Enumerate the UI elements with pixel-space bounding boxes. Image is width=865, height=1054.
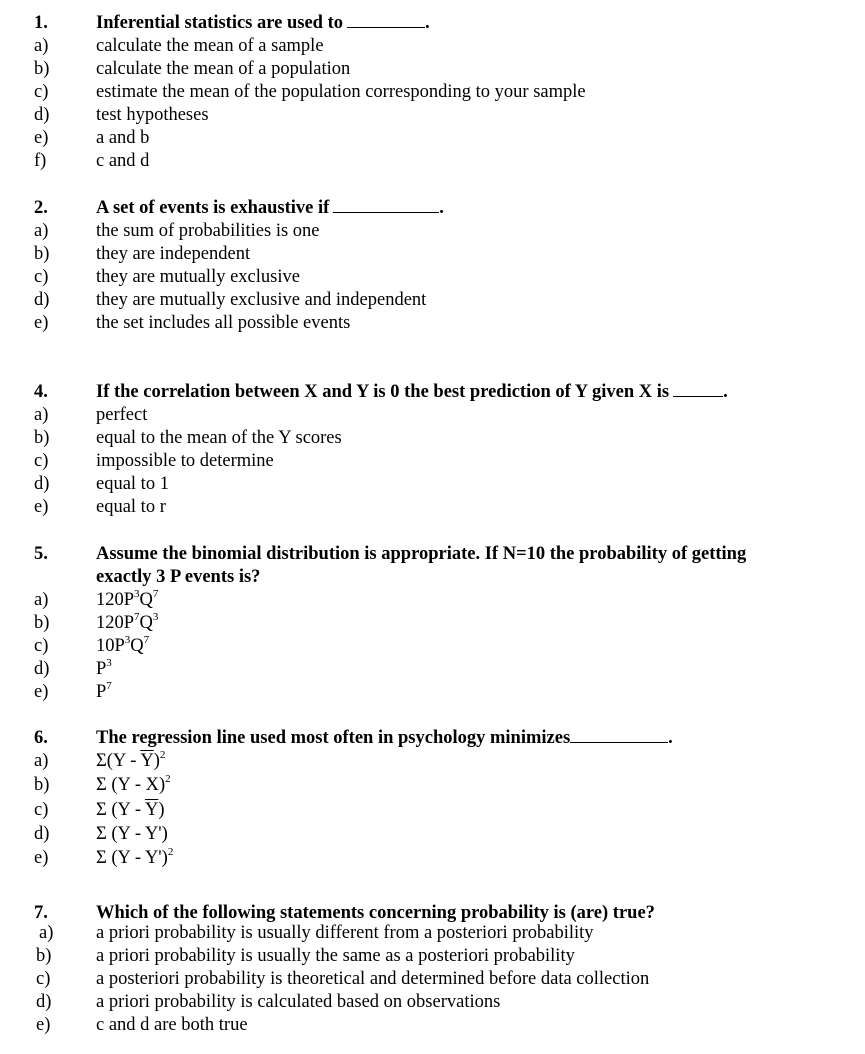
option-row xyxy=(0,127,865,150)
question-stem-text: The regression line used most often in psychology minimizes xyxy=(96,728,571,748)
option-row xyxy=(0,774,865,799)
question-stem-text: If the correlation between X and Y is 0 the best prediction of Y given X is xyxy=(96,382,670,402)
option-text: estimate the mean of the population corresponding to your sample xyxy=(96,82,586,102)
option-row xyxy=(0,991,865,1014)
question-number: 1. xyxy=(34,13,48,33)
option-label: b) xyxy=(36,946,52,966)
formula-exponent: 3 xyxy=(106,656,112,669)
question-stem: If the correlation between X and Y is 0 the best prediction of Y given X is . xyxy=(96,382,728,402)
formula-mean-bar: $\overline{Y}$ xyxy=(140,751,154,771)
question-number: 5. xyxy=(34,544,48,564)
option-label: e) xyxy=(34,128,49,148)
formula-coefficient: 120 xyxy=(96,590,124,610)
question-5-stem-row xyxy=(0,543,865,589)
option-label: b) xyxy=(34,613,50,633)
formula-text: Σ(Y - xyxy=(96,751,141,771)
question-2-stem-row xyxy=(0,197,865,220)
answer-blank xyxy=(347,13,425,28)
option-label: b) xyxy=(34,775,50,795)
option-label: c) xyxy=(34,636,49,656)
option-label: a) xyxy=(39,923,54,943)
question-4 xyxy=(0,381,865,519)
question-stem-line-1: Assume the binomial distribution is appropriate. If N=10 the probability of getting xyxy=(96,544,747,564)
formula-coefficient: 10 xyxy=(96,636,115,656)
option-label: c) xyxy=(34,451,49,471)
formula-text: Σ (Y - X) xyxy=(96,775,166,795)
option-row xyxy=(0,823,865,847)
option-row xyxy=(0,847,865,871)
question-4-stem-row xyxy=(0,381,865,404)
option-label: e) xyxy=(34,848,49,868)
option-label: e) xyxy=(34,313,49,333)
formula-exponent: 2 xyxy=(165,772,171,785)
question-number: 7. xyxy=(34,903,48,923)
option-formula xyxy=(96,612,158,635)
formula-exponent: 7 xyxy=(106,679,112,692)
option-formula xyxy=(96,658,112,681)
option-row xyxy=(0,750,865,774)
option-formula xyxy=(96,847,173,870)
question-stem-line-2: exactly 3 P events is? xyxy=(96,567,261,587)
formula-exponent: 7 xyxy=(152,587,159,600)
option-row xyxy=(0,473,865,496)
question-stem: Which of the following statements concerning probability is (are) true? xyxy=(96,903,655,923)
option-label: d) xyxy=(34,659,50,679)
question-7 xyxy=(0,902,865,1037)
option-label: b) xyxy=(34,59,50,79)
formula-text: Σ (Y - xyxy=(96,800,145,820)
question-stem-text: A set of events is exhaustive if xyxy=(96,198,330,218)
option-label: c) xyxy=(34,82,49,102)
question-6 xyxy=(0,727,865,871)
question-stem: A set of events is exhaustive if . xyxy=(96,198,444,218)
formula-base-p: P xyxy=(123,590,135,610)
formula-exponent: 7 xyxy=(143,633,150,646)
option-label: a) xyxy=(34,405,49,425)
option-text: impossible to determine xyxy=(96,451,274,471)
formula-exponent: 2 xyxy=(159,748,166,761)
formula-exponent: 2 xyxy=(167,845,174,858)
option-text: a priori probability is usually the same as a posteriori probability xyxy=(96,946,575,966)
question-1-stem-row xyxy=(0,12,865,35)
option-row xyxy=(0,35,865,58)
option-row xyxy=(0,427,865,450)
formula-mean-bar: $\overline{Y}$ xyxy=(144,800,159,820)
option-label: a) xyxy=(34,221,49,241)
option-row xyxy=(0,81,865,104)
option-label: d) xyxy=(34,290,50,310)
formula-exponent: 3 xyxy=(134,587,140,600)
option-row xyxy=(0,922,865,945)
formula-exponent: 7 xyxy=(134,610,140,623)
option-row xyxy=(0,104,865,127)
option-label: b) xyxy=(34,244,50,264)
option-row xyxy=(0,635,865,658)
formula-base-q: Q xyxy=(139,590,153,610)
question-5 xyxy=(0,543,865,704)
formula-text: ) xyxy=(158,800,165,820)
option-text: equal to 1 xyxy=(96,474,169,494)
question-stem-text: Inferential statistics are used to xyxy=(96,13,343,33)
option-label: e) xyxy=(34,682,49,702)
option-text: a and b xyxy=(96,128,150,148)
option-text: they are mutually exclusive xyxy=(96,267,300,287)
option-text: test hypotheses xyxy=(96,105,209,125)
question-7-stem-row xyxy=(0,902,865,922)
option-row xyxy=(0,404,865,427)
option-text: calculate the mean of a sample xyxy=(96,36,324,56)
option-text: perfect xyxy=(96,405,148,425)
option-label: d) xyxy=(34,474,50,494)
option-text: they are mutually exclusive and independent xyxy=(96,290,427,310)
option-label: d) xyxy=(36,992,52,1012)
option-row xyxy=(0,945,865,968)
option-row xyxy=(0,589,865,612)
question-stem: The regression line used most often in psychology minimizes . xyxy=(96,728,673,748)
option-label: e) xyxy=(34,497,49,517)
option-row xyxy=(0,289,865,312)
formula-text: Σ (Y - Y') xyxy=(96,848,168,868)
answer-blank xyxy=(570,728,668,743)
formula-base-p: P xyxy=(114,636,125,656)
option-text: a priori probability is calculated based on observations xyxy=(96,992,501,1012)
formula-base-p: P xyxy=(96,682,107,702)
option-text: equal to r xyxy=(96,497,166,517)
option-label: a) xyxy=(34,751,49,771)
option-label: d) xyxy=(34,105,50,125)
option-text: they are independent xyxy=(96,244,251,264)
option-text: the set includes all possible events xyxy=(96,313,351,333)
option-formula xyxy=(96,823,168,846)
formula-text: ) xyxy=(153,751,160,771)
option-row xyxy=(0,150,865,173)
formula-exponent: 3 xyxy=(152,610,159,623)
option-text: equal to the mean of the Y scores xyxy=(96,428,342,448)
option-label: d) xyxy=(34,824,50,844)
question-stem: Inferential statistics are used to . xyxy=(96,13,430,33)
option-formula xyxy=(96,799,165,822)
option-label: a) xyxy=(34,36,49,56)
option-row xyxy=(0,681,865,704)
formula-base-q: Q xyxy=(139,613,153,633)
option-label: c) xyxy=(36,969,51,989)
question-6-stem-row xyxy=(0,727,865,750)
option-row xyxy=(0,220,865,243)
option-text: a priori probability is usually different from a posteriori probability xyxy=(96,923,594,943)
option-formula xyxy=(96,774,171,797)
question-1 xyxy=(0,12,865,173)
formula-exponent: 3 xyxy=(124,633,131,646)
question-number: 6. xyxy=(34,728,48,748)
option-label: b) xyxy=(34,428,50,448)
option-row xyxy=(0,312,865,335)
option-formula xyxy=(96,589,158,612)
formula-base-q: Q xyxy=(130,636,144,656)
option-label: f) xyxy=(34,151,47,171)
option-row xyxy=(0,612,865,635)
formula-text: Σ (Y - Y') xyxy=(96,824,168,844)
option-text: calculate the mean of a population xyxy=(96,59,351,79)
option-row xyxy=(0,1014,865,1037)
option-text: c and d xyxy=(96,151,150,171)
option-row xyxy=(0,496,865,519)
option-text: the sum of probabilities is one xyxy=(96,221,320,241)
question-number: 4. xyxy=(34,382,48,402)
option-formula xyxy=(96,635,149,658)
answer-blank xyxy=(673,382,723,397)
option-row xyxy=(0,799,865,823)
option-label: e) xyxy=(36,1015,51,1035)
formula-base-p: P xyxy=(96,659,107,679)
option-text: c and d are both true xyxy=(96,1015,248,1035)
formula-coefficient: 120 xyxy=(96,613,124,633)
option-label: c) xyxy=(34,267,49,287)
option-row xyxy=(0,58,865,81)
option-text: a posteriori probability is theoretical and determined before data collection xyxy=(96,969,650,989)
option-formula xyxy=(96,681,112,704)
question-2 xyxy=(0,197,865,335)
option-row xyxy=(0,450,865,473)
option-label: c) xyxy=(34,800,49,820)
formula-base-p: P xyxy=(123,613,135,633)
question-number: 2. xyxy=(34,198,48,218)
option-formula xyxy=(96,750,165,773)
option-label: a) xyxy=(34,590,49,610)
option-row xyxy=(0,243,865,266)
answer-blank xyxy=(333,198,439,213)
option-row xyxy=(0,266,865,289)
option-row xyxy=(0,658,865,681)
option-row xyxy=(0,968,865,991)
